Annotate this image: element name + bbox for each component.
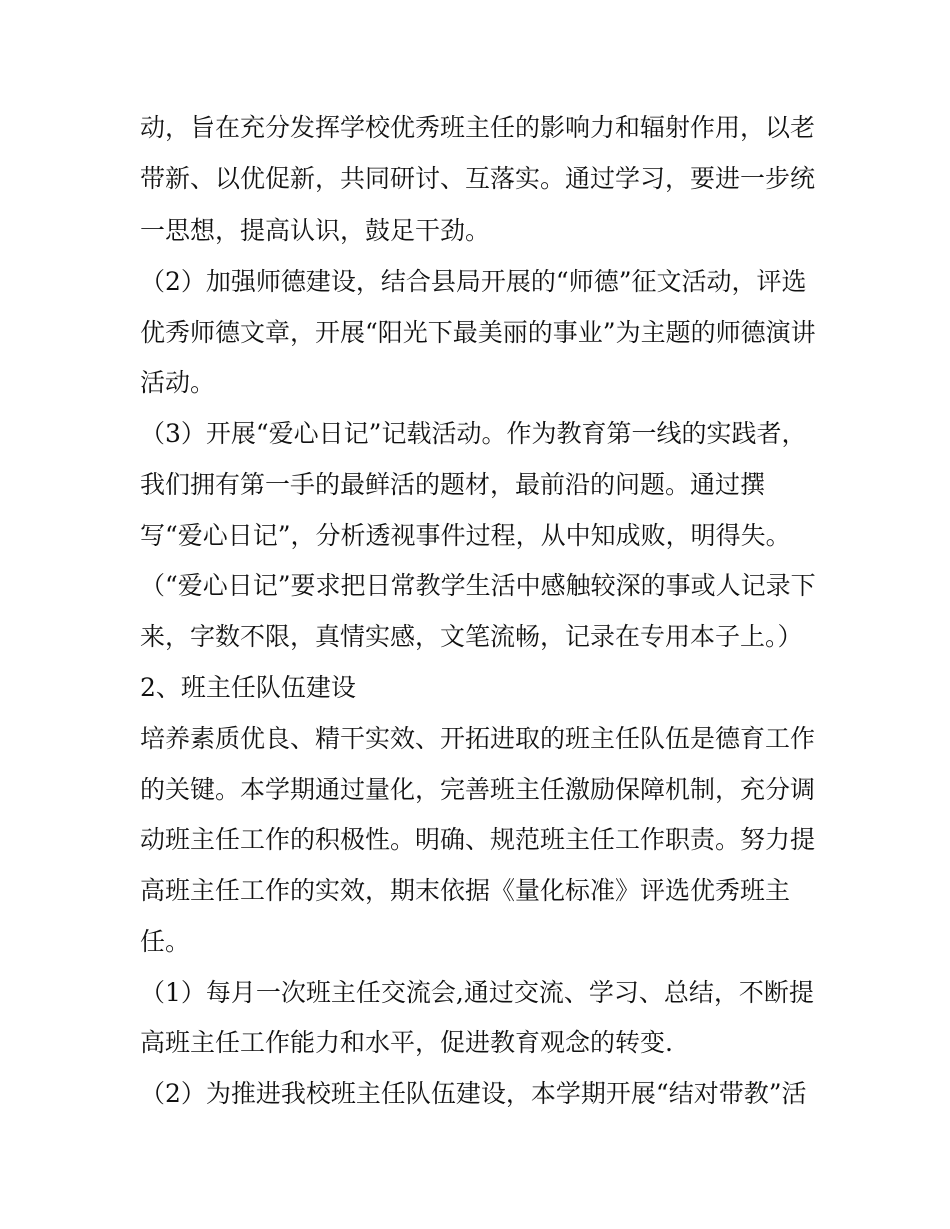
text-line: 来，字数不限，真情实感，文笔流畅，记录在专用本子上。） (140, 622, 803, 651)
text-line: 培养素质优良、精干实效、开拓进取的班主任队伍是德育工作 (140, 724, 816, 753)
text-line: （“爱心日记”要求把日常教学生活中感触较深的事或人记录下 (140, 571, 816, 600)
text-line: 动班主任工作的积极性。明确、规范班主任工作职责。努力提 (140, 825, 816, 854)
text-line: 的关键。本学期通过量化，完善班主任激励保障机制，充分调 (140, 775, 816, 804)
text-line: 优秀师德文章，开展“阳光下最美丽的事业”为主题的师德演讲 (140, 318, 816, 347)
text-line: 任。 (140, 927, 191, 956)
text-line: 高班主任工作能力和水平，促进教育观念的转变. (140, 1028, 673, 1057)
text-line: 动，旨在充分发挥学校优秀班主任的影响力和辐射作用，以老 (140, 113, 816, 142)
text-line: 活动。 (140, 368, 216, 397)
text-line: 写“爱心日记”，分析透视事件过程，从中知成败，明得失。 (140, 521, 791, 550)
text-line: （3）开展“爱心日记”记载活动。作为教育第一线的实践者， (140, 419, 807, 448)
text-line: （1）每月一次班主任交流会,通过交流、学习、总结，不断提 (140, 978, 814, 1007)
text-line: （2）为推进我校班主任队伍建设，本学期开展“结对带教”活 (140, 1079, 807, 1108)
text-line: 我们拥有第一手的最鲜活的题材，最前沿的问题。通过撰 (140, 470, 766, 499)
text-line: 一思想，提高认识，鼓足干劲。 (140, 216, 491, 245)
section-heading: 2、班主任队伍建设 (140, 673, 356, 702)
text-line: 带新、以优促新，共同研讨、互落实。通过学习，要进一步统 (140, 164, 816, 193)
text-line: 高班主任工作的实效，期末依据《量化标准》评选优秀班主 (140, 876, 791, 905)
text-line: （2）加强师德建设，结合县局开展的“师德”征文活动，评选 (140, 267, 807, 296)
